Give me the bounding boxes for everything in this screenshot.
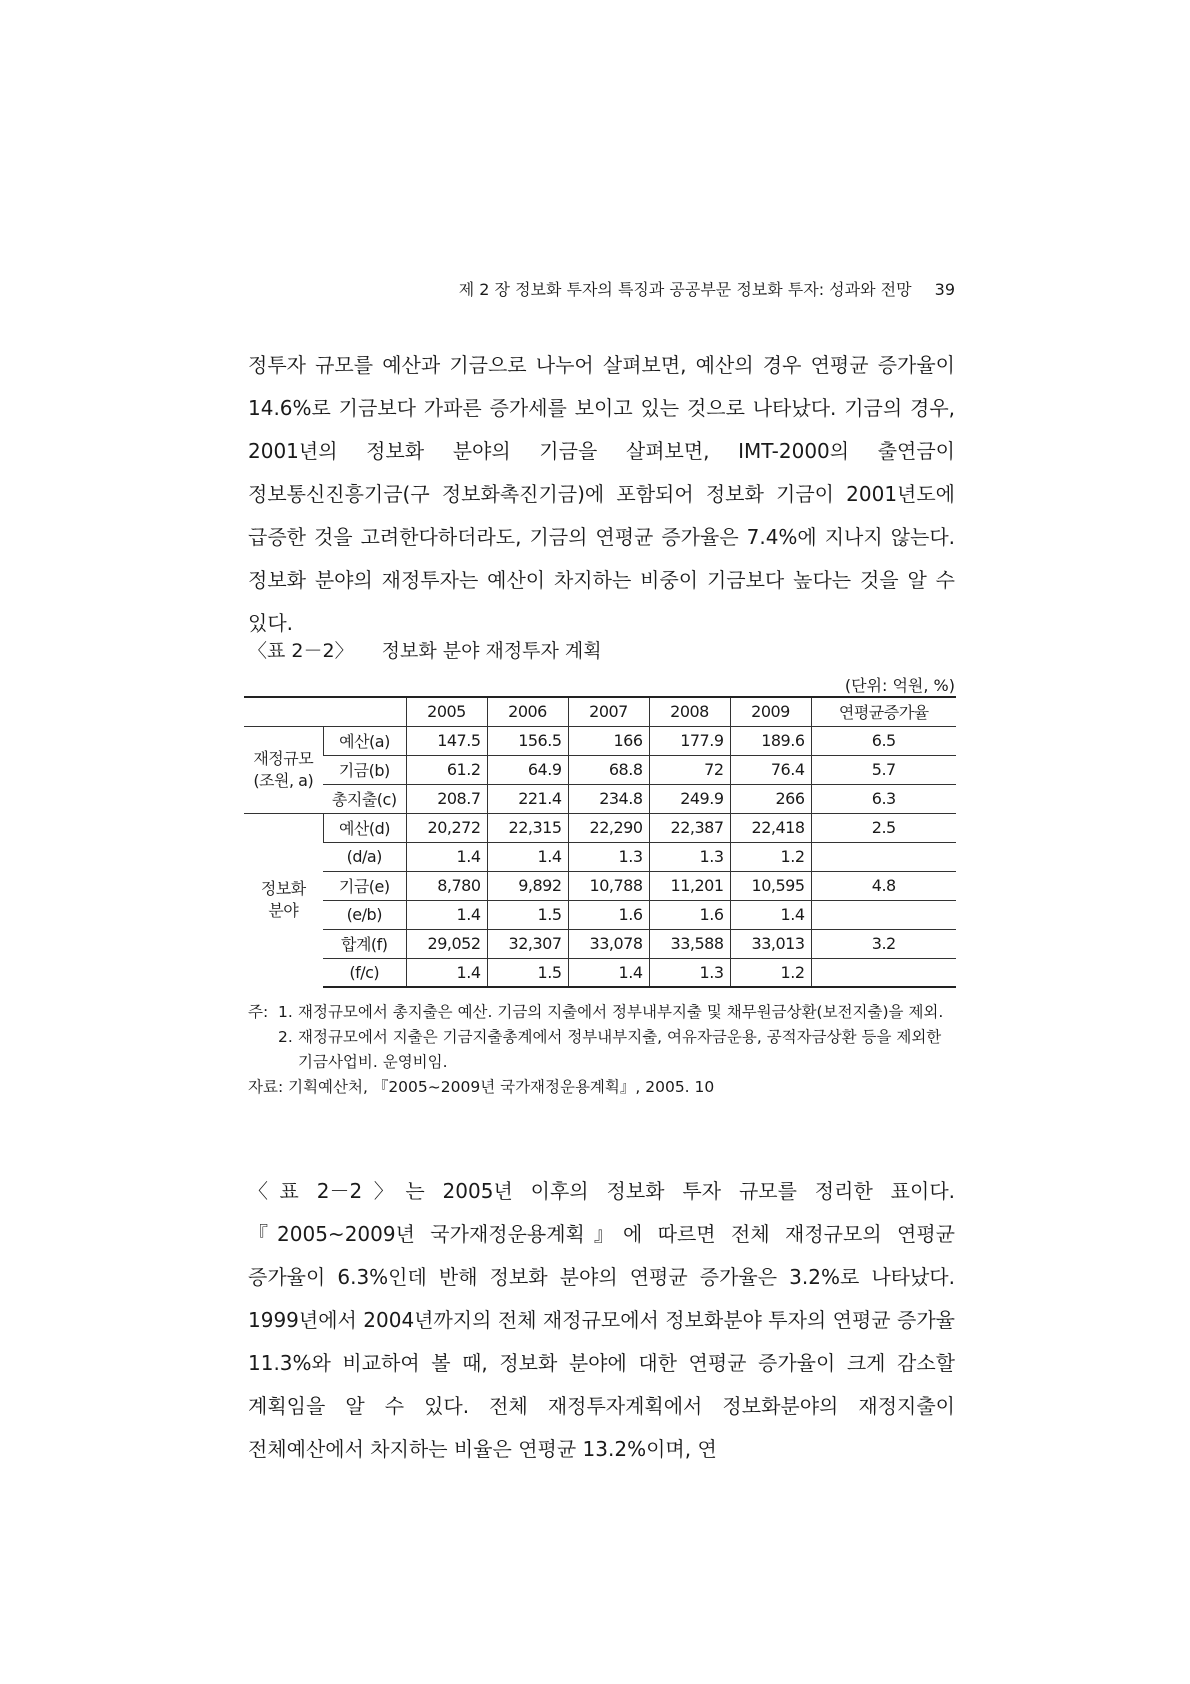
cell: 1.3 [649,842,730,871]
cell: 22,315 [487,813,568,842]
page-number: 39 [934,280,955,299]
cell: 1.2 [730,958,811,987]
body-paragraph-1: 정투자 규모를 예산과 기금으로 나누어 살펴보면, 예산의 경우 연평균 증가율이 14.6%로 기금보다 가파른 증가세를 보이고 있는 것으로 나타났다. 기금의 경우, 2001년의 정보화 분야의 기금을 살펴보면, IMT-2000의 출연금이 정보통신진흥기금(구 정보화촉진기금)에 포함되어 정보화 기금이 2001년도에 급증한 것을 고려한다하더라도, 기금의 연평균 증가율은 7.4%에 지나지 않는다. 정보화 분야의 재정투자는 예산이 차지하는 비중이 기금보다 높다는 것을 알 수 있다. [248,353,955,635]
cell: 1.3 [568,842,649,871]
cell: 11,201 [649,871,730,900]
cell: 266 [730,784,811,813]
note-item [248,1000,960,1025]
row-label: 기금(e) [323,871,406,900]
cell: 1.4 [730,900,811,929]
table-row [244,871,956,900]
cell-avg [811,842,956,871]
cell: 1.2 [730,842,811,871]
row-label: 합계(f) [323,929,406,958]
cell: 76.4 [730,755,811,784]
running-header [248,277,955,300]
table-row [244,784,956,813]
cell: 1.4 [568,958,649,987]
cell: 1.6 [568,900,649,929]
table-caption [248,636,602,663]
note-number: 2. [278,1028,293,1046]
cell: 234.8 [568,784,649,813]
table-caption-label: 〈표 2－2〉 [248,640,354,662]
cell: 9,892 [487,871,568,900]
cell: 166 [568,726,649,755]
row-label: (d/a) [323,842,406,871]
source-line: 자료: 기획예산처, 『2005~2009년 국가재정운용계획』, 2005. 10 [248,1078,715,1096]
cell: 189.6 [730,726,811,755]
chapter-label: 제 2 장 [458,280,510,299]
cell: 156.5 [487,726,568,755]
cell: 1.4 [406,900,487,929]
column-header: 2005 [406,697,487,726]
row-label: 총지출(c) [323,784,406,813]
cell: 1.4 [406,842,487,871]
row-label: (f/c) [323,958,406,987]
cell: 72 [649,755,730,784]
cell-avg: 2.5 [811,813,956,842]
cell: 249.9 [649,784,730,813]
table-caption-title: 정보화 분야 재정투자 계획 [381,640,602,662]
cell: 147.5 [406,726,487,755]
column-header: 2007 [568,697,649,726]
row-label: 예산(a) [323,726,406,755]
chapter-title: 정보화 투자의 특징과 공공부문 정보화 투자: 성과와 전망 [515,280,912,299]
group-label-informatization: 정보화 분야 [244,813,323,987]
cell-avg: 6.3 [811,784,956,813]
cell: 208.7 [406,784,487,813]
table-row [244,929,956,958]
notes-label: 주: [248,1003,269,1021]
table-row [244,726,956,755]
cell: 32,307 [487,929,568,958]
table-unit: (단위: 억원, %) [844,676,955,695]
row-label: 예산(d) [323,813,406,842]
table-row [244,842,956,871]
cell: 64.9 [487,755,568,784]
cell: 1.5 [487,900,568,929]
cell: 22,418 [730,813,811,842]
cell: 22,387 [649,813,730,842]
cell-avg [811,900,956,929]
cell: 10,595 [730,871,811,900]
column-header: 연평균증가율 [811,697,956,726]
cell: 10,788 [568,871,649,900]
table-row [244,755,956,784]
header-corner [244,697,406,726]
cell-avg: 4.8 [811,871,956,900]
cell: 221.4 [487,784,568,813]
note-number: 1. [278,1003,293,1021]
note-text: 재정규모에서 지출은 기금지출총계에서 정부내부지출, 여유자금운용, 공적자금상환 등을 제외한 기금사업비. 운영비임. [298,1028,942,1071]
cell-avg: 6.5 [811,726,956,755]
cell: 177.9 [649,726,730,755]
table-notes [248,1000,960,1100]
table-row [244,958,956,987]
cell-avg: 3.2 [811,929,956,958]
table-row [244,813,956,842]
cell: 22,290 [568,813,649,842]
note-item [248,1025,960,1075]
row-label: 기금(b) [323,755,406,784]
cell: 29,052 [406,929,487,958]
cell: 1.6 [649,900,730,929]
note-text: 재정규모에서 총지출은 예산. 기금의 지출에서 정부내부지출 및 채무원금상환(보전지출)을 제외. [298,1003,944,1021]
cell: 8,780 [406,871,487,900]
cell: 1.4 [487,842,568,871]
cell-avg: 5.7 [811,755,956,784]
cell: 61.2 [406,755,487,784]
cell: 1.3 [649,958,730,987]
cell: 33,588 [649,929,730,958]
column-header: 2006 [487,697,568,726]
body-paragraph-2: 〈표 2－2〉는 2005년 이후의 정보화 투자 규모를 정리한 표이다. 『2005~2009년 국가재정운용계획』에 따르면 전체 재정규모의 연평균 증가율이 6.3%인데 반해 정보화 분야의 연평균 증가율은 3.2%로 나타났다. 1999년에서 2004년까지의 전체 재정규모에서 정보화분야 투자의 연평균 증가율 11.3%와 비교하여 볼 때, 정보화 분야에 대한 연평균 증가율이 크게 감소할 계획임을 알 수 있다. 전체 재정투자계획에서 정보화분야의 재정지출이 전체예산에서 차지하는 비율은 연평균 13.2%이며, 연 [248,1179,955,1461]
cell: 20,272 [406,813,487,842]
column-header: 2008 [649,697,730,726]
cell: 33,078 [568,929,649,958]
cell: 1.4 [406,958,487,987]
table-header-row [244,697,956,726]
group-label-fiscal-size: 재정규모 (조원, a) [244,726,323,813]
cell-avg [811,958,956,987]
table-row [244,900,956,929]
cell: 33,013 [730,929,811,958]
column-header: 2009 [730,697,811,726]
row-label: (e/b) [323,900,406,929]
investment-table [244,696,956,988]
cell: 68.8 [568,755,649,784]
cell: 1.5 [487,958,568,987]
